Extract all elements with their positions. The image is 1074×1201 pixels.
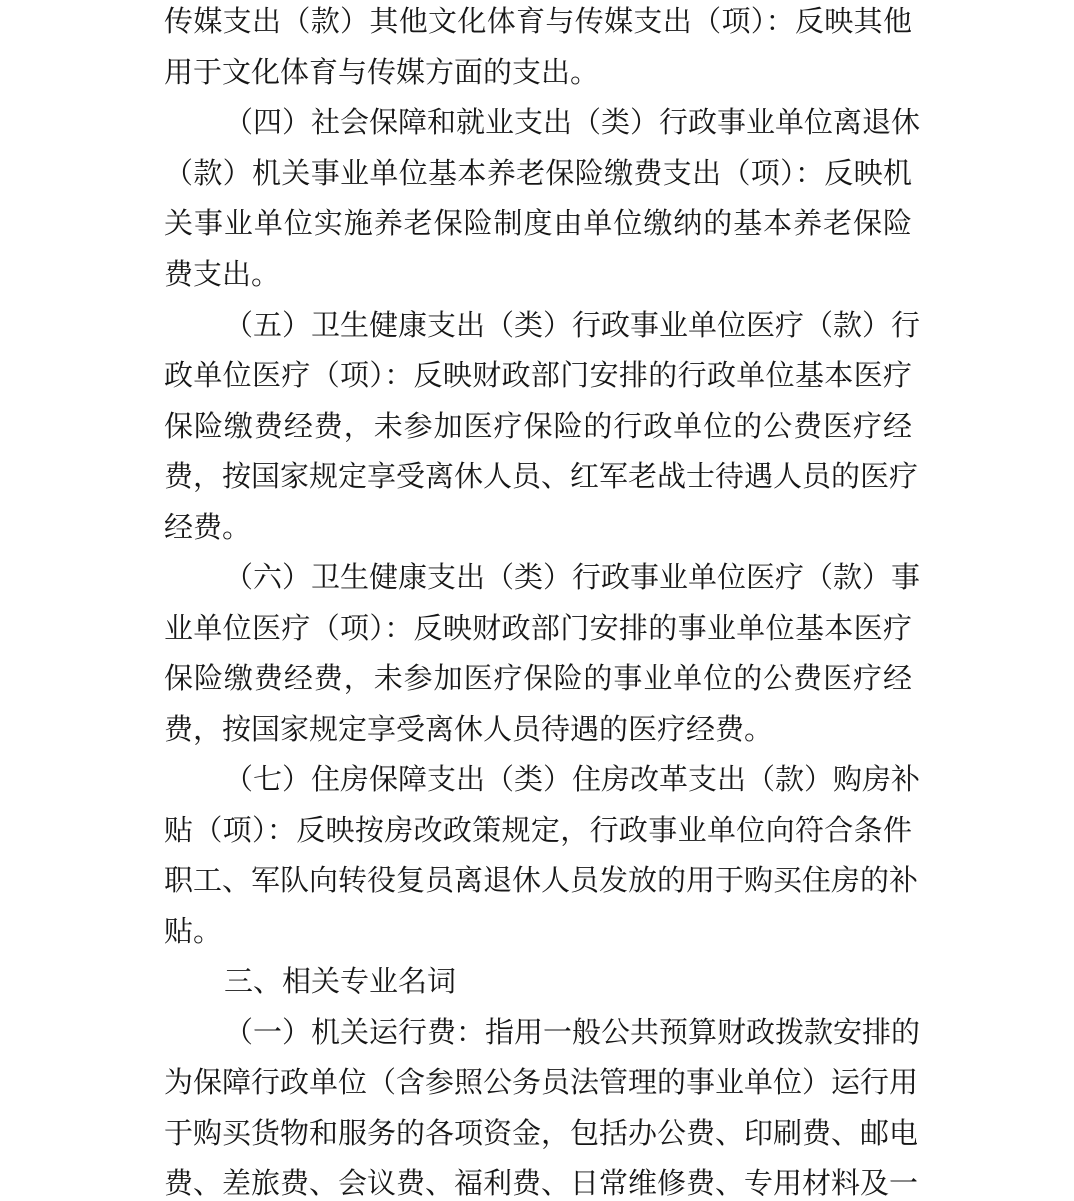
text-line-13: 业单位医疗（项）：反映财政部门安排的事业单位基本医疗 [164, 611, 912, 645]
text-line-16: （七）住房保障支出（类）住房改革支出（款）购房补 [224, 762, 921, 796]
text-line-2: 用于文化体育与传媒方面的支出。 [164, 55, 600, 89]
text-line-19: 贴。 [164, 914, 223, 948]
text-line-6: 费支出。 [164, 257, 281, 291]
text-line-11: 经费。 [164, 510, 252, 544]
text-line-21: （一）机关运行费：指用一般公共预算财政拨款安排的 [224, 1015, 921, 1049]
text-line-9: 保险缴费经费，未参加医疗保险的行政单位的公费医疗经 [164, 409, 912, 443]
text-line-14: 保险缴费经费，未参加医疗保险的事业单位的公费医疗经 [164, 661, 912, 695]
text-line-3: （四）社会保障和就业支出（类）行政事业单位离退休 [224, 105, 921, 139]
text-line-4: （款）机关事业单位基本养老保险缴费支出（项）：反映机 [164, 156, 912, 190]
text-line-8: 政单位医疗（项）：反映财政部门安排的行政单位基本医疗 [164, 358, 912, 392]
text-line-22: 为保障行政单位（含参照公务员法管理的事业单位）运行用 [164, 1065, 919, 1099]
section-heading: 三、相关专业名词 [224, 964, 457, 998]
text-line-5: 关事业单位实施养老保险制度由单位缴纳的基本养老保险 [164, 206, 912, 240]
text-line-7: （五）卫生健康支出（类）行政事业单位医疗（款）行 [224, 308, 921, 342]
text-line-18: 职工、军队向转役复员离退休人员发放的用于购买住房的补 [164, 863, 919, 897]
text-line-1: 传媒支出（款）其他文化体育与传媒支出（项）：反映其他 [164, 4, 912, 38]
text-line-10: 费，按国家规定享受离休人员、红军老战士待遇人员的医疗 [164, 459, 919, 493]
text-line-17: 贴（项）：反映按房改政策规定，行政事业单位向符合条件 [164, 813, 912, 847]
text-line-24: 费、差旅费、会议费、福利费、日常维修费、专用材料及一 [164, 1166, 919, 1200]
text-line-15: 费，按国家规定享受离休人员待遇的医疗经费。 [164, 712, 774, 746]
text-line-23: 于购买货物和服务的各项资金，包括办公费、印刷费、邮电 [164, 1116, 919, 1150]
text-line-12: （六）卫生健康支出（类）行政事业单位医疗（款）事 [224, 560, 921, 594]
